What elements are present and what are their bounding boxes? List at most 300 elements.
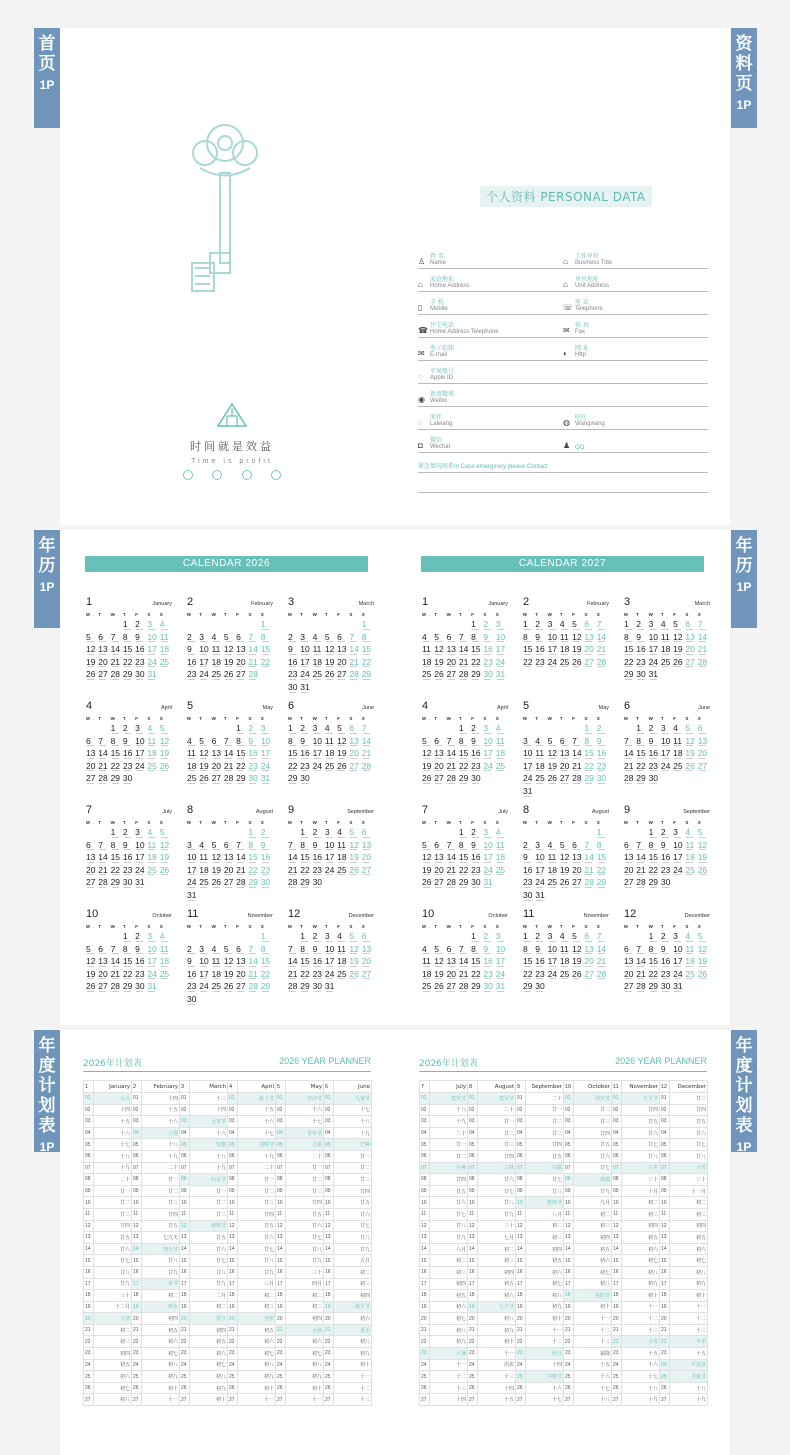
planner-day-cell[interactable]: 初十 — [238, 1382, 276, 1394]
calendar-day[interactable]: 15 — [123, 956, 135, 969]
calendar-day[interactable]: 17 — [325, 956, 337, 969]
calendar-day[interactable]: 23 — [649, 761, 661, 774]
calendar-day[interactable]: 9 — [535, 632, 547, 645]
calendar-day[interactable]: 1 — [300, 931, 312, 944]
calendar-day[interactable]: 9 — [313, 944, 325, 957]
calendar-day[interactable]: 25 — [673, 761, 685, 774]
planner-day-cell[interactable]: 清明节 — [238, 1139, 276, 1151]
calendar-day[interactable]: 2 — [300, 723, 312, 736]
calendar-day[interactable]: 27 — [447, 981, 459, 994]
calendar-day[interactable]: 13 — [224, 852, 236, 865]
calendar-day[interactable]: 18 — [147, 748, 159, 761]
planner-day-cell[interactable]: 建军节 — [478, 1093, 516, 1105]
calendar-day[interactable]: 1 — [123, 931, 135, 944]
calendar-day[interactable]: 1 — [300, 827, 312, 840]
calendar-day[interactable]: 21 — [636, 865, 648, 878]
calendar-day[interactable]: 26 — [349, 865, 361, 878]
calendar-day[interactable]: 27 — [362, 969, 374, 982]
calendar-day[interactable]: 23 — [261, 865, 273, 878]
calendar-day[interactable]: 6 — [584, 931, 596, 944]
planner-day-cell[interactable]: 小暑 — [430, 1162, 468, 1174]
calendar-day[interactable]: 8 — [123, 632, 135, 645]
calendar-day[interactable]: 27 — [434, 877, 446, 890]
calendar-day[interactable]: 1 — [471, 619, 483, 632]
planner-day-cell[interactable]: 初十 — [190, 1394, 228, 1406]
calendar-day[interactable]: 18 — [560, 644, 572, 657]
planner-day-cell[interactable]: 廿一 — [478, 1116, 516, 1128]
calendar-day[interactable]: 30 — [261, 877, 273, 890]
calendar-day[interactable]: 17 — [199, 969, 211, 982]
planner-day-cell[interactable]: 廿四 — [286, 1197, 324, 1209]
calendar-day[interactable]: 25 — [560, 969, 572, 982]
calendar-day[interactable]: 5 — [160, 723, 172, 736]
calendar-day[interactable]: 17 — [673, 852, 685, 865]
calendar-day[interactable]: 12 — [224, 644, 236, 657]
calendar-day[interactable]: 28 — [447, 773, 459, 786]
planner-day-cell[interactable]: 万圣节 — [622, 1093, 660, 1105]
calendar-day[interactable]: 1 — [636, 723, 648, 736]
calendar-day[interactable]: 4 — [212, 944, 224, 957]
calendar-day[interactable]: 31 — [300, 682, 312, 695]
calendar-day[interactable]: 4 — [422, 632, 434, 645]
calendar-day[interactable]: 27 — [698, 761, 710, 774]
calendar-day[interactable]: 28 — [636, 981, 648, 994]
calendar-day[interactable]: 10 — [661, 736, 673, 749]
planner-day-cell[interactable]: 廿六 — [334, 1208, 372, 1220]
planner-day-cell[interactable]: 初二 — [478, 1243, 516, 1255]
calendar-day[interactable]: 30 — [313, 877, 325, 890]
calendar-day[interactable]: 6 — [584, 619, 596, 632]
calendar-day[interactable]: 20 — [98, 969, 110, 982]
calendar-day[interactable]: 31 — [673, 981, 685, 994]
calendar-day[interactable]: 9 — [123, 840, 135, 853]
calendar-day[interactable]: 3 — [147, 931, 159, 944]
planner-day-cell[interactable]: 春节 — [142, 1278, 180, 1290]
calendar-day[interactable]: 23 — [661, 969, 673, 982]
calendar-day[interactable]: 11 — [685, 840, 697, 853]
planner-day-cell[interactable]: 廿三 — [574, 1116, 612, 1128]
calendar-day[interactable]: 17 — [548, 956, 560, 969]
planner-day-cell[interactable]: 初二 — [142, 1290, 180, 1302]
calendar-day[interactable]: 20 — [447, 969, 459, 982]
planner-day-cell[interactable]: 大寒 — [94, 1313, 132, 1325]
calendar-day[interactable]: 18 — [325, 748, 337, 761]
calendar-day[interactable]: 18 — [535, 761, 547, 774]
calendar-day[interactable]: 19 — [560, 865, 572, 878]
planner-day-cell[interactable]: 廿五 — [430, 1185, 468, 1197]
calendar-day[interactable]: 22 — [471, 969, 483, 982]
calendar-day[interactable]: 13 — [236, 956, 248, 969]
calendar-day[interactable]: 11 — [496, 736, 508, 749]
calendar-day[interactable]: 2 — [649, 723, 661, 736]
calendar-day[interactable]: 31 — [187, 890, 199, 903]
calendar-day[interactable]: 10 — [548, 632, 560, 645]
planner-day-cell[interactable]: 初七 — [430, 1313, 468, 1325]
planner-day-cell[interactable]: 初八 — [334, 1336, 372, 1348]
calendar-day[interactable]: 25 — [337, 969, 349, 982]
calendar-day[interactable]: 6 — [434, 840, 446, 853]
calendar-day[interactable]: 24 — [649, 657, 661, 670]
planner-day-cell[interactable]: 初六 — [670, 1243, 708, 1255]
calendar-day[interactable]: 16 — [471, 748, 483, 761]
planner-day-cell[interactable]: 出伏 — [478, 1359, 516, 1371]
calendar-day[interactable]: 10 — [199, 956, 211, 969]
planner-day-cell[interactable]: 十五 — [142, 1104, 180, 1116]
calendar-day[interactable]: 13 — [362, 944, 374, 957]
calendar-day[interactable]: 3 — [325, 931, 337, 944]
calendar-day[interactable]: 22 — [111, 761, 123, 774]
calendar-day[interactable]: 23 — [187, 669, 199, 682]
calendar-day[interactable]: 11 — [496, 840, 508, 853]
calendar-day[interactable]: 5 — [434, 944, 446, 957]
calendar-day[interactable]: 30 — [300, 773, 312, 786]
planner-day-cell[interactable]: 初五 — [142, 1324, 180, 1336]
calendar-day[interactable]: 23 — [187, 981, 199, 994]
calendar-day[interactable]: 18 — [496, 748, 508, 761]
calendar-day[interactable]: 1 — [649, 827, 661, 840]
calendar-day[interactable]: 21 — [288, 969, 300, 982]
calendar-day[interactable]: 7 — [447, 736, 459, 749]
calendar-day[interactable]: 20 — [349, 748, 361, 761]
planner-day-cell[interactable]: 初三 — [574, 1220, 612, 1232]
calendar-day[interactable]: 5 — [434, 632, 446, 645]
calendar-day[interactable]: 14 — [349, 644, 361, 657]
planner-day-cell[interactable]: 十四 — [430, 1394, 468, 1406]
calendar-day[interactable]: 1 — [261, 931, 273, 944]
tab-planner-right[interactable] — [731, 1030, 757, 1152]
calendar-day[interactable]: 14 — [597, 632, 609, 645]
planner-day-cell[interactable]: 初十 — [574, 1301, 612, 1313]
planner-day-cell[interactable]: 初六 — [142, 1336, 180, 1348]
calendar-day[interactable]: 24 — [199, 981, 211, 994]
calendar-day[interactable]: 8 — [362, 632, 374, 645]
planner-day-cell[interactable]: 冬至 — [670, 1336, 708, 1348]
planner-day-cell[interactable]: 初七 — [670, 1255, 708, 1267]
calendar-day[interactable]: 18 — [422, 969, 434, 982]
calendar-day[interactable]: 22 — [111, 865, 123, 878]
calendar-day[interactable]: 6 — [447, 632, 459, 645]
calendar-day[interactable]: 6 — [98, 632, 110, 645]
calendar-day[interactable]: 5 — [86, 632, 98, 645]
calendar-day[interactable]: 20 — [86, 865, 98, 878]
planner-day-cell[interactable]: 廿五 — [238, 1220, 276, 1232]
calendar-day[interactable]: 17 — [483, 748, 495, 761]
planner-day-cell[interactable]: 建党节 — [430, 1093, 468, 1105]
calendar-day[interactable]: 6 — [447, 944, 459, 957]
planner-day-cell[interactable]: 廿七 — [238, 1243, 276, 1255]
calendar-day[interactable]: 18 — [422, 657, 434, 670]
planner-day-cell[interactable]: 初三 — [238, 1301, 276, 1313]
calendar-day[interactable]: 31 — [496, 981, 508, 994]
planner-day-cell[interactable]: 初五 — [574, 1243, 612, 1255]
calendar-day[interactable]: 1 — [459, 723, 471, 736]
calendar-day[interactable]: 27 — [224, 877, 236, 890]
calendar-day[interactable]: 6 — [560, 736, 572, 749]
planner-day-cell[interactable]: 十一 — [430, 1359, 468, 1371]
calendar-day[interactable]: 19 — [325, 657, 337, 670]
calendar-day[interactable]: 8 — [523, 944, 535, 957]
personal-data-field[interactable] — [418, 437, 563, 451]
calendar-day[interactable]: 14 — [111, 644, 123, 657]
calendar-day[interactable]: 29 — [459, 773, 471, 786]
planner-day-cell[interactable]: 愚人节 — [238, 1093, 276, 1105]
planner-day-cell[interactable]: 初十 — [670, 1290, 708, 1302]
calendar-day[interactable]: 12 — [572, 632, 584, 645]
calendar-day[interactable]: 12 — [673, 632, 685, 645]
calendar-day[interactable]: 29 — [459, 877, 471, 890]
calendar-day[interactable]: 1 — [624, 619, 636, 632]
planner-day-cell[interactable]: 廿四 — [142, 1208, 180, 1220]
planner-day-cell[interactable]: 廿三 — [334, 1174, 372, 1186]
calendar-day[interactable]: 24 — [325, 969, 337, 982]
calendar-day[interactable]: 11 — [199, 852, 211, 865]
calendar-day[interactable]: 24 — [135, 865, 147, 878]
calendar-day[interactable]: 19 — [698, 956, 710, 969]
planner-day-cell[interactable]: 廿四 — [670, 1104, 708, 1116]
planner-day-cell[interactable]: 十一 — [478, 1348, 516, 1360]
calendar-day[interactable]: 9 — [661, 944, 673, 957]
calendar-day[interactable]: 3 — [187, 840, 199, 853]
planner-day-cell[interactable]: 廿五 — [286, 1208, 324, 1220]
calendar-day[interactable]: 16 — [135, 956, 147, 969]
calendar-day[interactable]: 24 — [187, 877, 199, 890]
calendar-day[interactable]: 23 — [313, 969, 325, 982]
planner-day-cell[interactable]: 初二 — [526, 1220, 564, 1232]
calendar-day[interactable]: 13 — [447, 644, 459, 657]
planner-day-cell[interactable]: 小满 — [286, 1324, 324, 1336]
calendar-day[interactable]: 15 — [248, 852, 260, 865]
planner-day-cell[interactable]: 十四 — [94, 1104, 132, 1116]
planner-day-cell[interactable]: 情人节 — [142, 1243, 180, 1255]
calendar-day[interactable]: 15 — [300, 956, 312, 969]
calendar-day[interactable]: 8 — [459, 840, 471, 853]
planner-day-cell[interactable]: 二月 — [190, 1290, 228, 1302]
planner-day-cell[interactable]: 元旦 — [94, 1093, 132, 1105]
calendar-day[interactable]: 12 — [698, 944, 710, 957]
planner-day-cell[interactable]: 初三 — [622, 1208, 660, 1220]
planner-day-cell[interactable]: 初六 — [94, 1371, 132, 1383]
planner-day-cell[interactable]: 儿童节 — [334, 1093, 372, 1105]
calendar-day[interactable]: 13 — [349, 736, 361, 749]
calendar-day[interactable]: 25 — [535, 773, 547, 786]
calendar-day[interactable]: 9 — [471, 840, 483, 853]
calendar-day[interactable]: 23 — [123, 865, 135, 878]
planner-day-cell[interactable]: 初二 — [670, 1197, 708, 1209]
calendar-day[interactable]: 24 — [135, 761, 147, 774]
planner-day-cell[interactable]: 劳动节 — [286, 1093, 324, 1105]
calendar-day[interactable]: 23 — [597, 761, 609, 774]
calendar-day[interactable]: 11 — [535, 748, 547, 761]
calendar-day[interactable]: 9 — [187, 644, 199, 657]
calendar-day[interactable]: 6 — [86, 840, 98, 853]
calendar-day[interactable]: 29 — [649, 981, 661, 994]
calendar-day[interactable]: 4 — [496, 723, 508, 736]
calendar-day[interactable]: 2 — [288, 632, 300, 645]
calendar-day[interactable]: 3 — [673, 827, 685, 840]
calendar-day[interactable]: 27 — [584, 969, 596, 982]
calendar-day[interactable]: 11 — [147, 736, 159, 749]
calendar-day[interactable]: 29 — [624, 669, 636, 682]
calendar-day[interactable]: 28 — [597, 657, 609, 670]
calendar-day[interactable]: 24 — [535, 877, 547, 890]
calendar-day[interactable]: 25 — [685, 865, 697, 878]
planner-day-cell[interactable]: 廿九 — [478, 1208, 516, 1220]
planner-day-cell[interactable]: 廿九 — [286, 1255, 324, 1267]
calendar-day[interactable]: 16 — [313, 956, 325, 969]
calendar-day[interactable]: 13 — [572, 852, 584, 865]
calendar-day[interactable]: 25 — [147, 761, 159, 774]
calendar-day[interactable]: 7 — [288, 944, 300, 957]
calendar-day[interactable]: 10 — [325, 944, 337, 957]
calendar-day[interactable]: 15 — [459, 852, 471, 865]
calendar-day[interactable]: 9 — [261, 840, 273, 853]
planner-day-cell[interactable]: 廿一 — [526, 1104, 564, 1116]
calendar-day[interactable]: 14 — [584, 852, 596, 865]
planner-day-cell[interactable]: 十一 — [238, 1394, 276, 1406]
calendar-day[interactable]: 29 — [636, 773, 648, 786]
calendar-day[interactable]: 22 — [624, 657, 636, 670]
calendar-day[interactable]: 11 — [147, 840, 159, 853]
calendar-day[interactable]: 29 — [111, 773, 123, 786]
calendar-day[interactable]: 26 — [422, 877, 434, 890]
calendar-day[interactable]: 16 — [535, 644, 547, 657]
calendar-day[interactable]: 7 — [447, 840, 459, 853]
planner-day-cell[interactable]: 重阳节 — [574, 1290, 612, 1302]
calendar-day[interactable]: 30 — [535, 981, 547, 994]
calendar-day[interactable]: 19 — [86, 969, 98, 982]
planner-day-cell[interactable]: 廿六 — [430, 1197, 468, 1209]
planner-day-cell[interactable]: 廿八 — [190, 1266, 228, 1278]
calendar-day[interactable]: 24 — [548, 657, 560, 670]
calendar-day[interactable]: 16 — [313, 852, 325, 865]
calendar-day[interactable]: 15 — [649, 956, 661, 969]
planner-day-cell[interactable]: 廿九 — [430, 1232, 468, 1244]
planner-day-cell[interactable]: 小雪 — [622, 1336, 660, 1348]
calendar-day[interactable]: 16 — [471, 852, 483, 865]
calendar-day[interactable]: 20 — [434, 761, 446, 774]
calendar-day[interactable]: 1 — [362, 619, 374, 632]
calendar-day[interactable]: 17 — [135, 852, 147, 865]
calendar-day[interactable]: 2 — [471, 723, 483, 736]
calendar-day[interactable]: 16 — [123, 748, 135, 761]
calendar-day[interactable]: 18 — [337, 956, 349, 969]
calendar-day[interactable]: 16 — [483, 956, 495, 969]
planner-day-cell[interactable]: 初二 — [430, 1255, 468, 1267]
calendar-day[interactable]: 1 — [471, 931, 483, 944]
planner-day-cell[interactable]: 廿五 — [574, 1139, 612, 1151]
calendar-day[interactable]: 28 — [288, 981, 300, 994]
calendar-day[interactable]: 27 — [434, 773, 446, 786]
calendar-day[interactable]: 7 — [349, 632, 361, 645]
planner-day-cell[interactable]: 初九 — [190, 1382, 228, 1394]
planner-day-cell[interactable]: 夏至 — [334, 1324, 372, 1336]
calendar-day[interactable]: 3 — [496, 931, 508, 944]
calendar-day[interactable]: 6 — [685, 619, 697, 632]
calendar-day[interactable]: 17 — [661, 748, 673, 761]
tab-calendar-right[interactable] — [731, 530, 757, 628]
calendar-day[interactable]: 24 — [313, 761, 325, 774]
planner-day-cell[interactable]: 十五 — [622, 1348, 660, 1360]
calendar-day[interactable]: 6 — [362, 827, 374, 840]
calendar-day[interactable]: 30 — [248, 773, 260, 786]
calendar-day[interactable]: 12 — [572, 944, 584, 957]
calendar-day[interactable]: 5 — [349, 827, 361, 840]
calendar-day[interactable]: 25 — [496, 761, 508, 774]
calendar-day[interactable]: 29 — [248, 877, 260, 890]
planner-day-cell[interactable]: 初六 — [574, 1255, 612, 1267]
calendar-day[interactable]: 10 — [535, 852, 547, 865]
calendar-day[interactable]: 26 — [199, 773, 211, 786]
calendar-day[interactable]: 8 — [471, 944, 483, 957]
calendar-day[interactable]: 14 — [597, 944, 609, 957]
planner-day-cell[interactable]: 十一 — [142, 1394, 180, 1406]
planner-day-cell[interactable]: 二十 — [430, 1127, 468, 1139]
calendar-day[interactable]: 2 — [597, 723, 609, 736]
calendar-day[interactable]: 5 — [199, 736, 211, 749]
calendar-day[interactable]: 5 — [422, 840, 434, 853]
planner-day-cell[interactable]: 初四 — [142, 1313, 180, 1325]
calendar-day[interactable]: 23 — [483, 969, 495, 982]
planner-day-cell[interactable]: 十八 — [574, 1394, 612, 1406]
calendar-day[interactable]: 8 — [584, 736, 596, 749]
planner-day-cell[interactable]: 初八 — [142, 1359, 180, 1371]
planner-day-cell[interactable]: 立秋 — [478, 1162, 516, 1174]
planner-day-cell[interactable]: 初八 — [574, 1278, 612, 1290]
planner-day-cell[interactable]: 初八 — [622, 1266, 660, 1278]
calendar-day[interactable]: 23 — [661, 865, 673, 878]
calendar-day[interactable]: 26 — [337, 761, 349, 774]
calendar-day[interactable]: 10 — [199, 644, 211, 657]
calendar-day[interactable]: 25 — [685, 969, 697, 982]
calendar-day[interactable]: 8 — [649, 944, 661, 957]
planner-day-cell[interactable]: 初八 — [526, 1290, 564, 1302]
calendar-day[interactable]: 8 — [123, 944, 135, 957]
calendar-day[interactable]: 16 — [597, 748, 609, 761]
planner-day-cell[interactable]: 初四 — [622, 1220, 660, 1232]
calendar-day[interactable]: 7 — [624, 736, 636, 749]
calendar-day[interactable]: 20 — [624, 969, 636, 982]
calendar-day[interactable]: 14 — [288, 852, 300, 865]
calendar-day[interactable]: 18 — [685, 852, 697, 865]
calendar-day[interactable]: 15 — [584, 748, 596, 761]
planner-day-cell[interactable]: 十一 — [574, 1313, 612, 1325]
calendar-day[interactable]: 16 — [535, 956, 547, 969]
planner-day-cell[interactable]: 廿一 — [94, 1185, 132, 1197]
planner-day-cell[interactable]: 廿二 — [574, 1104, 612, 1116]
calendar-day[interactable]: 8 — [459, 736, 471, 749]
calendar-day[interactable]: 31 — [147, 981, 159, 994]
planner-day-cell[interactable]: 五月 — [334, 1255, 372, 1267]
calendar-day[interactable]: 1 — [236, 723, 248, 736]
calendar-day[interactable]: 31 — [325, 981, 337, 994]
planner-day-cell[interactable]: 初六 — [286, 1336, 324, 1348]
planner-day-cell[interactable]: 初八 — [238, 1359, 276, 1371]
planner-day-cell[interactable]: 端午节 — [334, 1301, 372, 1313]
calendar-day[interactable]: 29 — [123, 669, 135, 682]
calendar-day[interactable]: 13 — [98, 644, 110, 657]
calendar-day[interactable]: 26 — [572, 969, 584, 982]
planner-day-cell[interactable]: 初七 — [286, 1348, 324, 1360]
calendar-day[interactable]: 6 — [624, 944, 636, 957]
planner-day-cell[interactable]: 惊蛰 — [190, 1139, 228, 1151]
planner-day-cell[interactable]: 廿四 — [430, 1174, 468, 1186]
calendar-day[interactable]: 6 — [362, 931, 374, 944]
calendar-day[interactable]: 30 — [597, 773, 609, 786]
calendar-day[interactable]: 24 — [496, 657, 508, 670]
planner-day-cell[interactable]: 初三 — [286, 1301, 324, 1313]
planner-day-cell[interactable]: 廿二 — [142, 1185, 180, 1197]
calendar-day[interactable]: 15 — [649, 852, 661, 865]
